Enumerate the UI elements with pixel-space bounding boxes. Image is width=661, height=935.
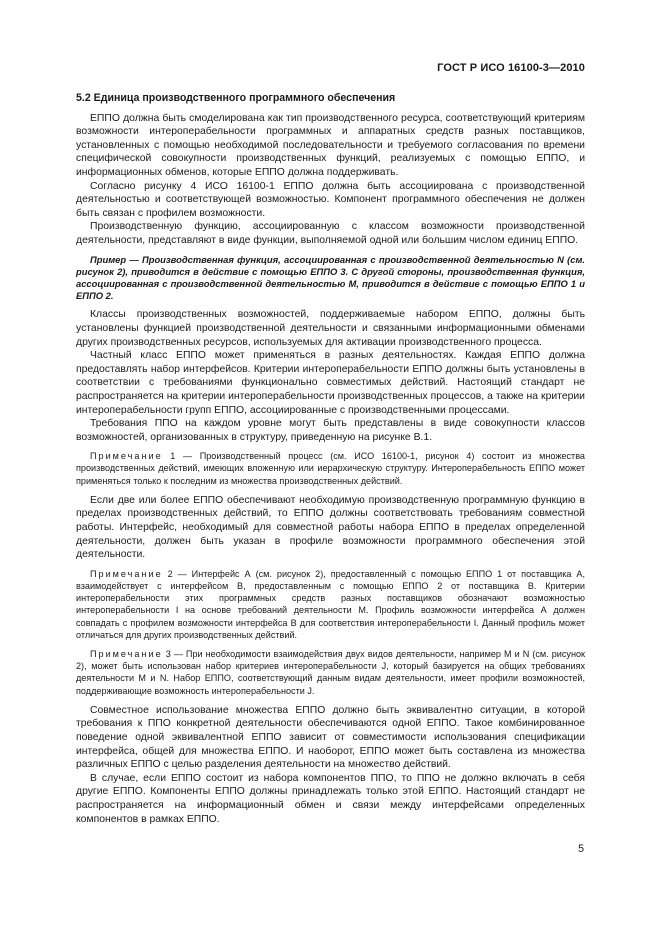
paragraph-8: Совместное использование множества ЕППО должно быть эквивалентно ситуации, в которой требования к ППО конкретной деятельности обеспечиваются одной ЕППО. Такое комбинированное поведение одной эквивалентной ЕППО зависит от совместимости использования спецификации интерфейса, общей для множества ЕППО. И наоборот, ЕППО может быть составлена из множества различных ЕППО с целью разделения деятельности на множество действий. [76, 704, 585, 771]
paragraph-2: Согласно рисунку 4 ИСО 16100-1 ЕППО должна быть ассоциирована с производственной деятельностью и соответствующей возможностью. Компонент программного обеспечения не должен быть связан с профилем возможности. [76, 180, 585, 219]
note-label: Примечание [90, 451, 163, 462]
note-text: — При необходимости взаимодействия двух видов деятельности, например М и N (см. рисунок 2), может быть использован набор критериев интероперабельности J, который базируется на общих требованиях деятельности М и N. Набор ЕППО, соответствующий данным видам деятельности, имеет профили возможностей, поддерживающие возможность интероперабельности J. [76, 649, 586, 696]
note-text: — Интерфейс А (см. рисунок 2), предоставленный с помощью ЕППО 1 от поставщика А, взаимодействует с интерфейсом В, предоставленным с помощью ЕППО 2 от поставщика В. Критерии интероперабельности этих программных средств разных поставщиков обозначают возможностью интероперабельности I на основе требований деятельности М. Профиль возможности интерфейса А должен совпадать с профилем возможности интерфейса В для соответствия интероперабельности I. Данный профиль может отличаться для других производственных действий. [76, 568, 585, 640]
note-text: — Производственный процесс (см. ИСО 16100-1, рисунок 4) состоит из множества производственных действий, имеющих вложенную или иерархическую структуру. Интероперабельность ЕППО может применяться только к последним из множества производственных действий. [76, 451, 585, 486]
paragraph-3: Производственную функцию, ассоциированную с классом возможности производственной деятельности, представляют в виде функции, выполняемой одной или большим числом единиц ЕППО. [76, 221, 585, 246]
note-number: 3 [165, 649, 171, 660]
note-3 [76, 648, 585, 697]
section-title: 5.2 Единица производственного программного обеспечения [76, 92, 396, 104]
note-2 [76, 568, 585, 641]
paragraph-7: Если две или более ЕППО обеспечивают необходимую производственную программную функцию в пределах производственных действий, то ЕППО должны соответствовать требованиям совместной работы. Интерфейс, необходимый для совместной работы набора ЕППО в пределах определенной деятельности, должен быть указан в профиле возможности программного обеспечения этой деятельности. [76, 494, 585, 561]
example-paragraph: Пример — Производственная функция, ассоциированная с производственной деятельностью N (см. рисунок 2), приводится в действие с помощью ЕППО 3. С другой стороны, производственная функция, ассоциированная с производственной деятельностью М, приводится в действие с помощью ЕППО 1 и ЕППО 2. [76, 253, 585, 302]
paragraph-6: Требования ППО на каждом уровне могут быть представлены в виде совокупности классов возможностей, организованных в структуру, приведенную на рисунке В.1. [76, 418, 585, 443]
page-number: 5 [578, 843, 584, 855]
standard-header: ГОСТ Р ИСО 16100-3—2010 [437, 62, 585, 74]
page-content [76, 92, 585, 826]
note-number: 1 [170, 451, 176, 462]
note-label: Примечание [90, 649, 163, 660]
note-label: Примечание [90, 568, 163, 579]
paragraph-1: ЕППО должна быть смоделирована как тип производственного ресурса, соответствующий критериям возможности интероперабельности программных и аппаратных средств разных поставщиков, установленных с помощью необходимой последовательности и требуемого согласования по времени специфической совокупности производственных функций, реализуемых с помощью ЕППО, и информационных обменов, которые ЕППО должна поддерживать. [76, 112, 585, 178]
paragraph-5: Частный класс ЕППО может применяться в разных деятельностях. Каждая ЕППО должна предоставлять набор интерфейсов. Критерии интероперабельности ЕППО должны быть установлены в соответствии с требованиями функционально совместимых действий. Настоящий стандарт не распространяется на критерии интероперабельности производственных процессов, а также на критерии интероперабельности групп ЕППО, ассоциированные с производственными процессами. [76, 350, 585, 416]
paragraph-4: Классы производственных возможностей, поддерживаемые набором ЕППО, должны быть установлены функцией производственной деятельности и связанными информационными обменами других производственных ресурсов, используемых для активации производственного процесса. [76, 309, 585, 348]
note-1 [76, 450, 585, 487]
note-number: 2 [167, 568, 173, 579]
paragraph-9: В случае, если ЕППО состоит из набора компонентов ППО, то ППО не должно включать в себя другие ЕППО. Компоненты ЕППО должны принадлежать только этой ЕППО. Настоящий стандарт не распространяется на информационный обмен и связи между интерфейсами определенных компонентов в рамках ЕППО. [76, 772, 585, 825]
